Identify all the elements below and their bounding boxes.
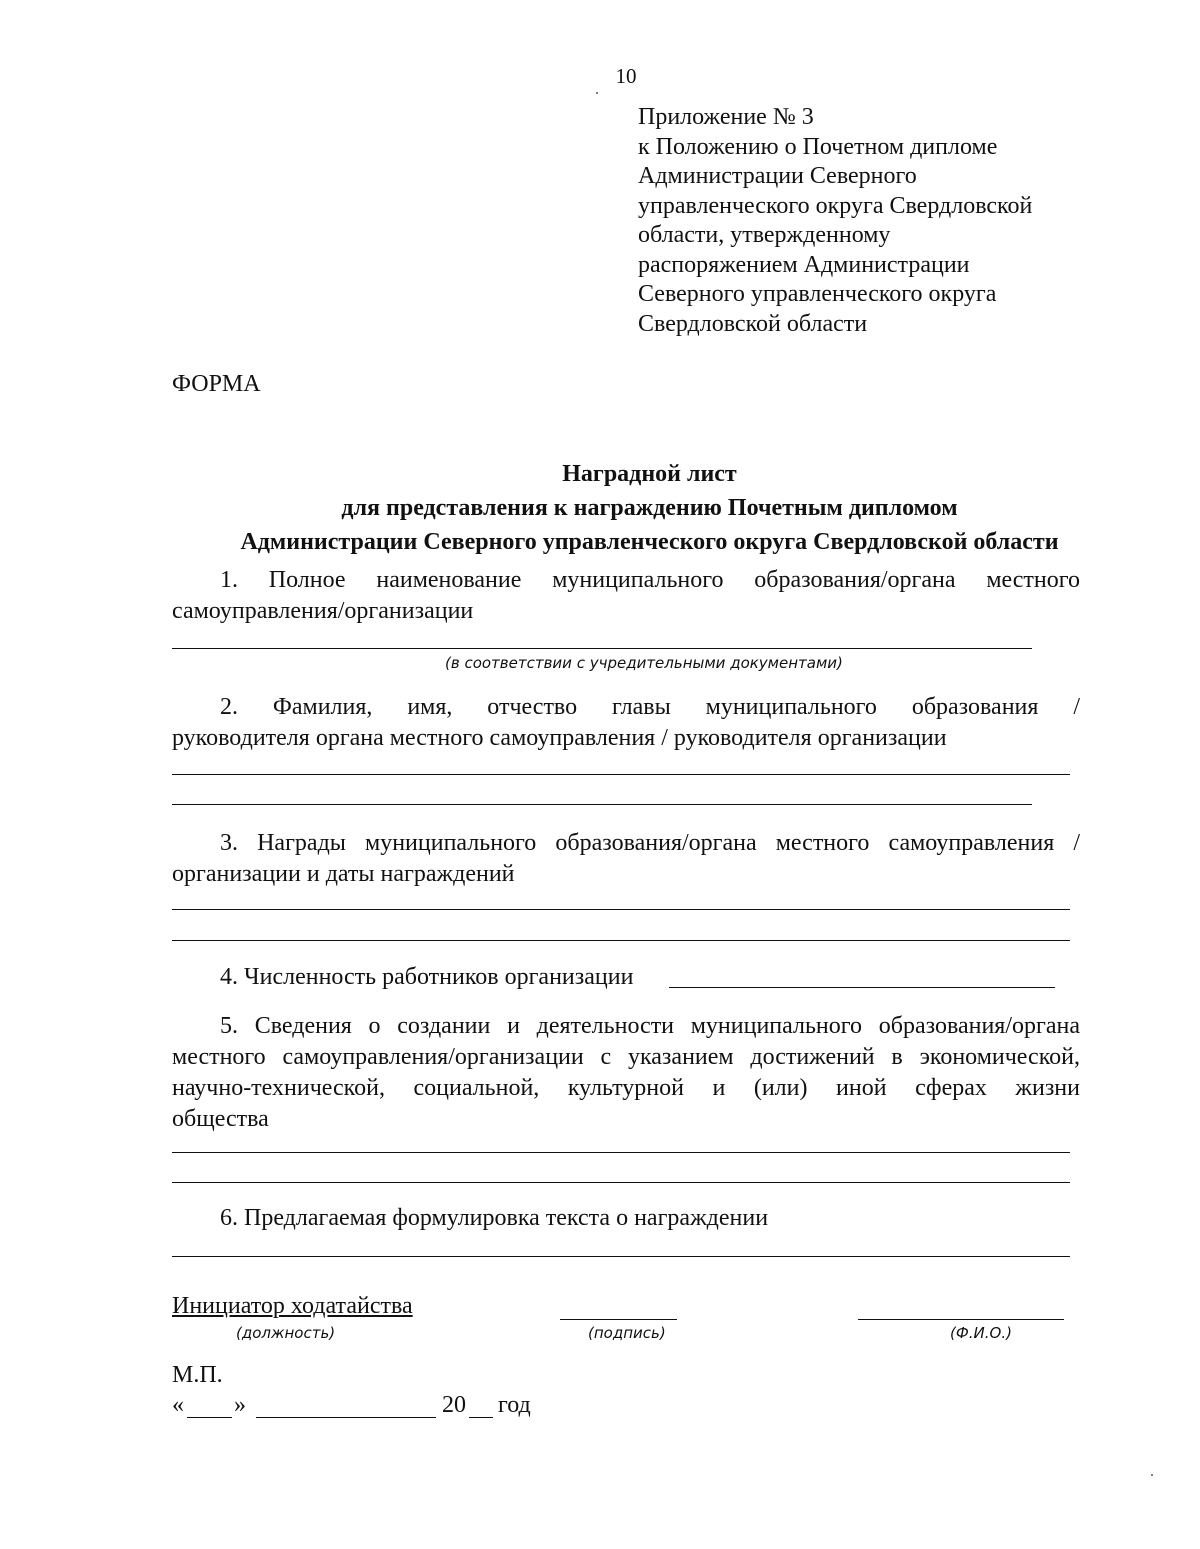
- appendix-line: Администрации Северного: [638, 163, 917, 189]
- appendix-line: к Положению о Почетном дипломе: [638, 133, 998, 160]
- full-name-line[interactable]: [858, 1319, 1064, 1320]
- item-4: 4. Численность работников организации: [220, 964, 634, 990]
- position-caption: (должность): [236, 1324, 336, 1342]
- item-1-line: самоуправления/организации: [172, 598, 474, 624]
- fill-line-item-4[interactable]: [669, 987, 1055, 988]
- day-line[interactable]: [187, 1417, 232, 1418]
- item-2-line: 2. Фамилия, имя, отчество главы муниципального образования /: [220, 694, 1080, 720]
- title-line: для представления к награждению Почетным дипломом: [341, 495, 958, 521]
- stamp-place-label: М.П.: [172, 1362, 223, 1388]
- item-5-line: 5. Сведения о создании и деятельности муниципального образования/органа: [220, 1013, 1080, 1039]
- item-5: [172, 1011, 1080, 1135]
- appendix-line: Северного управленческого округа: [638, 281, 997, 307]
- item-2-line: руководителя органа местного самоуправления / руководителя организации: [172, 725, 947, 751]
- item-3-line: организации и даты награждений: [172, 861, 515, 887]
- full-name-caption: (Ф.И.О.): [950, 1324, 1012, 1342]
- fill-line-item-5[interactable]: [172, 1152, 1070, 1153]
- date-open-quote: «: [172, 1392, 184, 1418]
- appendix-line: области, утвержденному: [638, 222, 891, 248]
- fill-line-item-5[interactable]: [172, 1182, 1070, 1183]
- appendix-header: [638, 103, 1098, 339]
- item-3-line: 3. Награды муниципального образования/органа местного самоуправления /: [220, 830, 1080, 856]
- item-5-line: местного самоуправления/организации с указанием достижений в экономической,: [172, 1044, 1080, 1070]
- appendix-line: Приложение № 3: [638, 104, 814, 130]
- item-1-caption: (в соответствии с учредительными документами): [445, 654, 843, 672]
- month-line[interactable]: [256, 1417, 436, 1418]
- appendix-line: Свердловской области: [638, 310, 868, 337]
- title-line: Наградной лист: [562, 461, 737, 487]
- initiator-label: Инициатор ходатайства: [172, 1293, 413, 1319]
- date-close-quote: »: [234, 1392, 246, 1418]
- signature-caption: (подпись): [588, 1324, 666, 1342]
- fill-line-item-2[interactable]: [172, 774, 1070, 775]
- appendix-line: управленческого округа Свердловской: [638, 192, 1033, 219]
- item-5-line: научно-технической, социальной, культурной и (или) иной сферах жизни: [172, 1075, 1080, 1101]
- fill-line-item-2[interactable]: [172, 804, 1032, 805]
- signature-line[interactable]: [560, 1319, 677, 1320]
- item-2: [172, 692, 1080, 754]
- page-number: 10: [615, 64, 637, 88]
- form-label: ФОРМА: [172, 371, 261, 397]
- item-3: [172, 828, 1080, 890]
- fill-line-item-3[interactable]: [172, 940, 1070, 941]
- year-prefix: 20: [442, 1392, 466, 1418]
- year-suffix: год: [498, 1392, 531, 1418]
- appendix-line: распоряжением Администрации: [638, 251, 970, 278]
- item-5-line: общества: [172, 1106, 269, 1132]
- item-1: [172, 565, 1080, 627]
- item-1-line: 1. Полное наименование муниципального образования/органа местного: [220, 567, 1080, 593]
- scan-speck: [1151, 1474, 1153, 1476]
- fill-line-item-1[interactable]: [172, 648, 1032, 649]
- item-6: 6. Предлагаемая формулировка текста о награждении: [220, 1205, 769, 1231]
- fill-line-item-6[interactable]: [172, 1256, 1070, 1257]
- fill-line-item-3[interactable]: [172, 909, 1070, 910]
- year-line[interactable]: [469, 1417, 493, 1418]
- document-title: [172, 457, 1127, 559]
- title-line: Администрации Северного управленческого округа Свердловской области: [240, 529, 1059, 555]
- scan-speck: [596, 92, 598, 94]
